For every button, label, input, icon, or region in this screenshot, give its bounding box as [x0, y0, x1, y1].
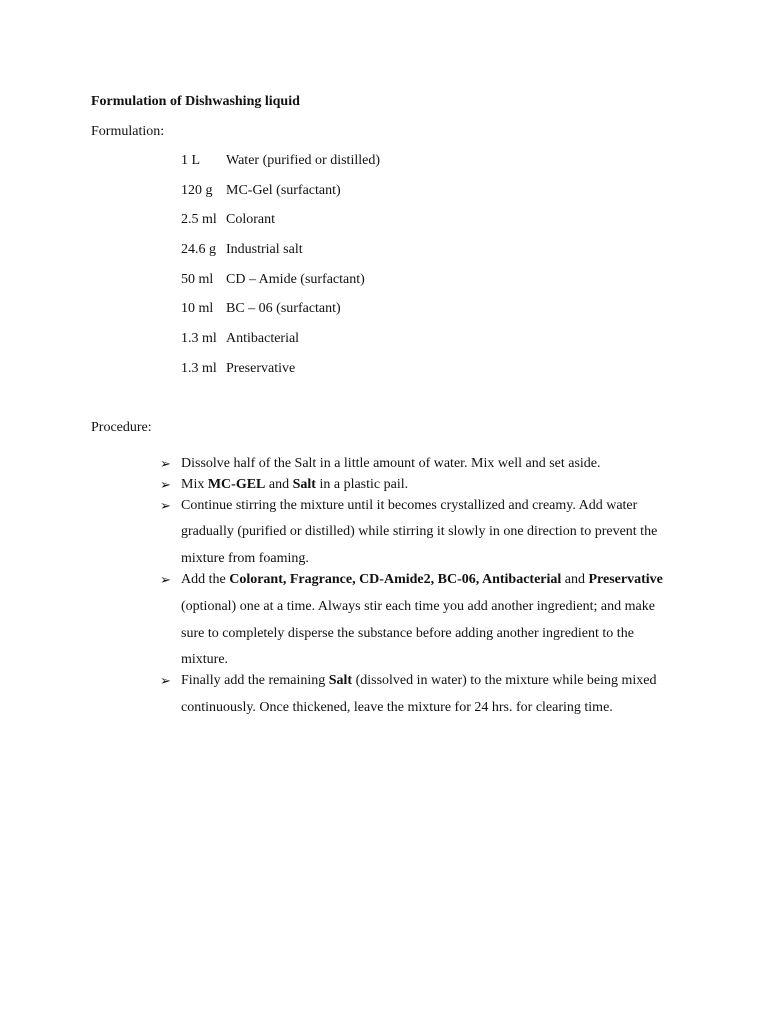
ingredient-quantity: 10 ml: [181, 301, 214, 317]
ingredient-row: [181, 183, 380, 213]
arrowhead-bullet-icon: ➢: [160, 456, 171, 471]
ingredient-name: Preservative: [226, 360, 296, 376]
step-text-run: in a plastic pail.: [315, 476, 409, 492]
ingredient-row: [181, 212, 380, 242]
step-text-run: Dissolve half of the Salt in a little amount of water. Mix well and set aside.: [181, 456, 601, 471]
ingredient-name: BC – 06 (surfactant): [226, 301, 341, 317]
ingredient-quantity: 120 g: [181, 182, 213, 198]
procedure-step-text: [181, 567, 680, 674]
arrowhead-bullet-icon: ➢: [160, 673, 171, 689]
ingredient-quantity: 50 ml: [181, 271, 214, 287]
ingredient-name: Water (purified or distilled): [226, 153, 380, 168]
formulation-label: Formulation:: [91, 124, 165, 139]
bold-term: Colorant, Fragrance, CD-Amide2, BC-06, Antibacterial: [229, 571, 562, 587]
ingredient-row: [181, 301, 380, 331]
step-text-run: and: [561, 571, 589, 587]
bold-term: MC-GEL: [207, 476, 266, 492]
procedure-step: [160, 668, 680, 722]
step-text-run: Add the: [181, 571, 230, 587]
ingredient-quantity: 2.5 ml: [181, 212, 217, 228]
arrowhead-bullet-icon: ➢: [160, 476, 171, 492]
bold-term: Salt: [328, 673, 353, 689]
procedure-label: Procedure:: [91, 420, 152, 435]
step-text-run: (dissolved in water) to the mixture while being mixed continuously. Once thickened, leave the mixture for 24 hrs. for clearing time.: [181, 673, 657, 715]
ingredient-list: [181, 153, 380, 391]
step-text-run: Continue stirring the mixture until it becomes crystallized and creamy. Add water gradually (purified or distilled) while stirring it slowly in one direction to prevent the mixture from foaming.: [181, 497, 658, 567]
ingredient-row: [181, 272, 380, 302]
ingredient-quantity: 1 L: [181, 153, 201, 168]
step-text-run: Mix: [181, 476, 208, 492]
step-text-run: and: [265, 476, 293, 492]
step-text-run: Finally add the remaining: [181, 673, 329, 689]
bold-term: Salt: [292, 476, 316, 492]
ingredient-row: [181, 242, 380, 272]
ingredient-quantity: 1.3 ml: [181, 360, 217, 376]
ingredient-row: [181, 361, 380, 391]
procedure-step-text: [181, 668, 680, 722]
bold-term: Preservative: [588, 571, 663, 587]
procedure-steps: [160, 457, 680, 722]
ingredient-row: [181, 153, 380, 183]
arrowhead-bullet-icon: ➢: [160, 497, 171, 513]
ingredient-name: MC-Gel (surfactant): [226, 182, 341, 198]
ingredient-row: [181, 331, 380, 361]
arrowhead-bullet-icon: ➢: [160, 571, 171, 587]
ingredient-name: Antibacterial: [226, 331, 300, 347]
ingredient-name: Industrial salt: [226, 242, 303, 258]
document-title: Formulation of Dishwashing liquid: [91, 94, 300, 109]
ingredient-name: Colorant: [226, 212, 275, 228]
ingredient-name: CD – Amide (surfactant): [226, 271, 365, 287]
procedure-step: [160, 493, 680, 573]
procedure-step: [160, 567, 680, 674]
ingredient-quantity: 24.6 g: [181, 242, 216, 258]
procedure-step-text: [181, 493, 680, 573]
step-text-run: (optional) one at a time. Always stir each time you add another ingredient; and make sure to completely disperse the substance before adding another ingredient to the mixture.: [181, 598, 655, 668]
ingredient-quantity: 1.3 ml: [181, 331, 217, 347]
